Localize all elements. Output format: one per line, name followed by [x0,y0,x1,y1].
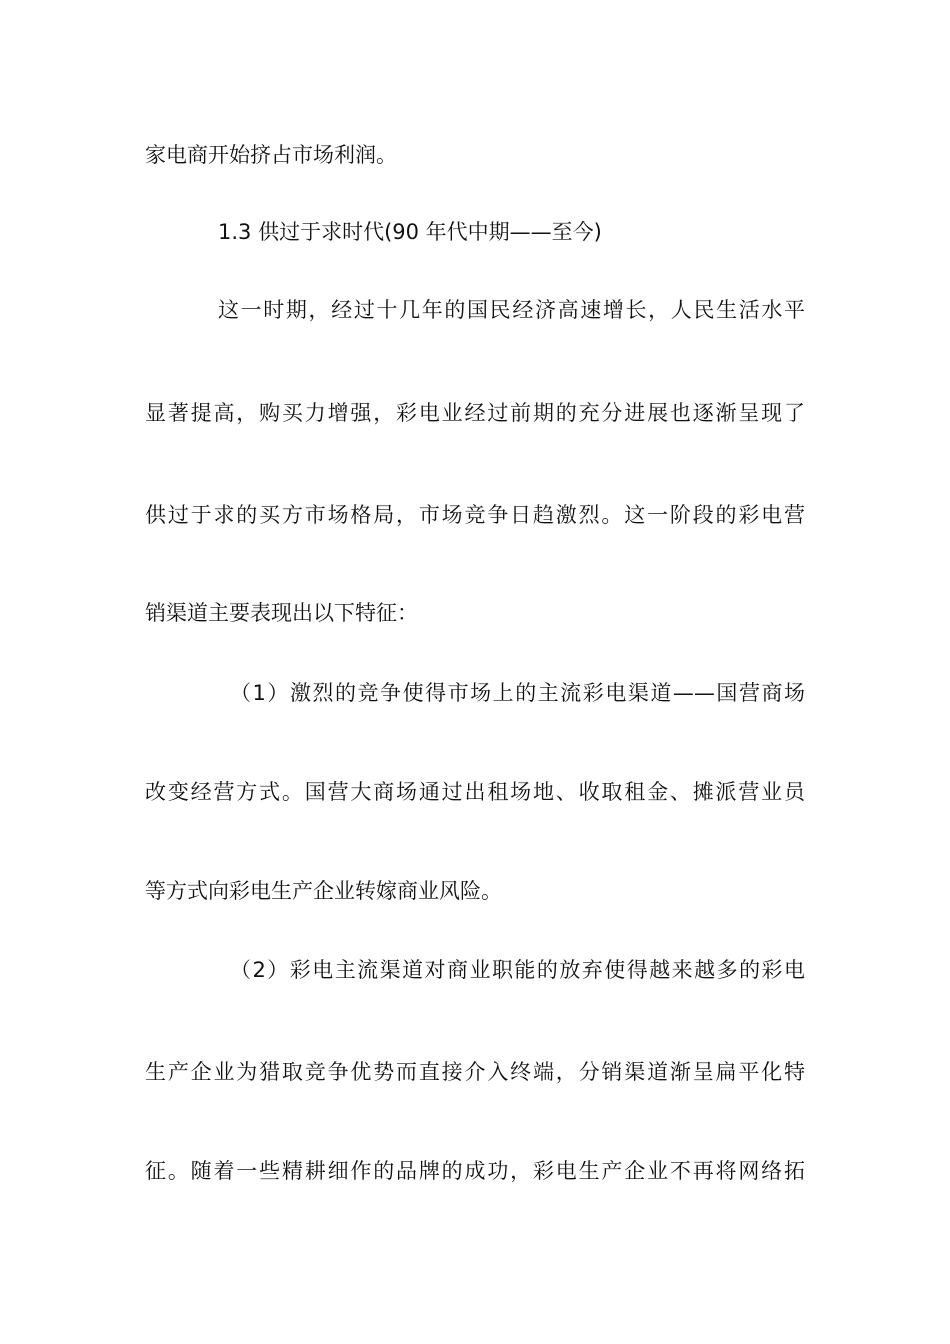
paragraph-line: 征。随着一些精耕细作的品牌的成功，彩电生产企业不再将网络拓 [145,1159,805,1183]
paragraph-line: 生产企业为猎取竞争优势而直接介入终端，分销渠道渐呈扁平化特 [145,1060,805,1084]
paragraph-line: 显著提高，购买力增强，彩电业经过前期的充分进展也逐渐呈现了 [145,401,805,425]
paragraph-line: 供过于求的买方市场格局，市场竞争日趋激烈。这一阶段的彩电营 [145,503,805,527]
list-item-line: （1）激烈的竞争使得市场上的主流彩电渠道——国营商场 [230,681,805,705]
paragraph-line: 改变经营方式。国营大商场通过出租场地、收取租金、摊派营业员 [145,780,805,804]
section-heading: 1.3 供过于求时代(90 年代中期——至今) [218,220,602,244]
paragraph-end-line: 家电商开始挤占市场利润。 [145,143,397,167]
list-item-line: （2）彩电主流渠道对商业职能的放弃使得越来越多的彩电 [230,958,805,982]
paragraph-line: 等方式向彩电生产企业转嫁商业风险。 [145,879,502,903]
paragraph-line: 销渠道主要表现出以下特征： [145,601,418,625]
paragraph-line: 这一时期，经过十几年的国民经济高速增长，人民生活水平 [218,298,805,322]
